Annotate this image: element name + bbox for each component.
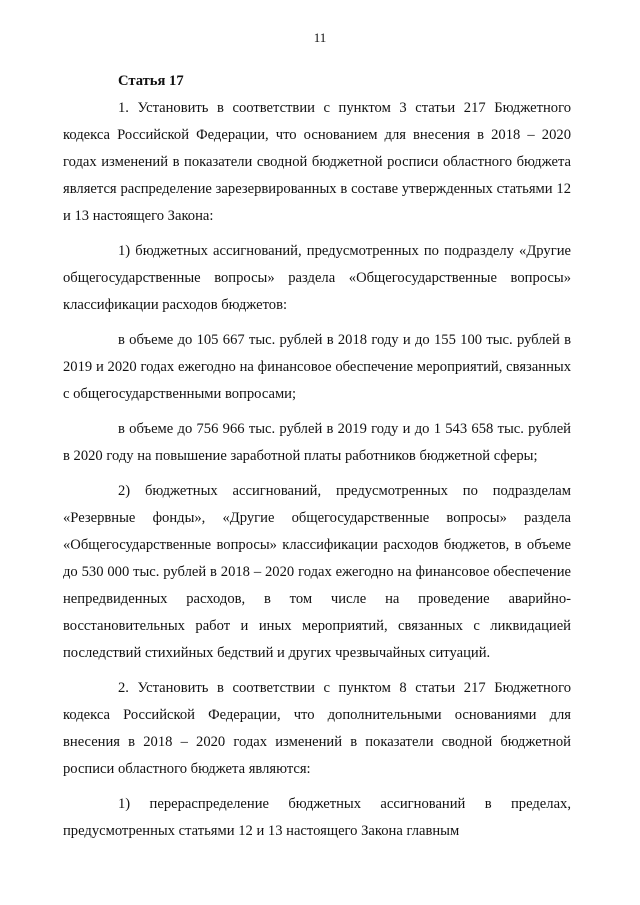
- paragraph-7: 1) перераспределение бюджетных ассигнований в пределах, предусмотренных статьями 12 и 13 настоящего Закона главным: [63, 796, 571, 839]
- document-body: [63, 68, 571, 853]
- page-number: 11: [313, 30, 327, 45]
- article-title: Статья 17: [118, 73, 184, 89]
- paragraph-2: 1) бюджетных ассигнований, предусмотренных по подразделу «Другие общегосударственные вопросы» раздела «Общегосударственные вопросы» классификации расходов бюджетов:: [63, 243, 571, 313]
- paragraph-4: в объеме до 756 966 тыс. рублей в 2019 году и до 1 543 658 тыс. рублей в 2020 году на повышение заработной платы работников бюджетной сферы;: [63, 421, 571, 464]
- paragraph-5: 2) бюджетных ассигнований, предусмотренных по подразделам «Резервные фонды», «Другие общегосударственные вопросы» раздела «Общегосударственные вопросы» классификации расходов бюджетов, в объеме до 530 000 тыс. рублей в 2018 – 2020 годах ежегодно на финансовое обеспечение непредвиденных расходов, в том числе на проведение аварийно-восстановительных работ и иных мероприятий, связанных с ликвидацией последствий стихийных бедствий и других чрезвычайных ситуаций.: [63, 483, 571, 661]
- paragraph-3: в объеме до 105 667 тыс. рублей в 2018 году и до 155 100 тыс. рублей в 2019 и 2020 годах ежегодно на финансовое обеспечение мероприятий, связанных с общегосударственными вопросами;: [63, 332, 571, 402]
- paragraph-6: 2. Установить в соответствии с пунктом 8 статьи 217 Бюджетного кодекса Российской Федерации, что дополнительными основаниями для внесения в 2018 – 2020 годах изменений в показатели сводной бюджетной росписи областного бюджета являются:: [63, 680, 571, 777]
- paragraph-1: 1. Установить в соответствии с пунктом 3 статьи 217 Бюджетного кодекса Российской Федерации, что основанием для внесения в 2018 – 2020 годах изменений в показатели сводной бюджетной росписи областного бюджета является распределение зарезервированных в составе утвержденных статьями 12 и 13 настоящего Закона:: [63, 100, 571, 224]
